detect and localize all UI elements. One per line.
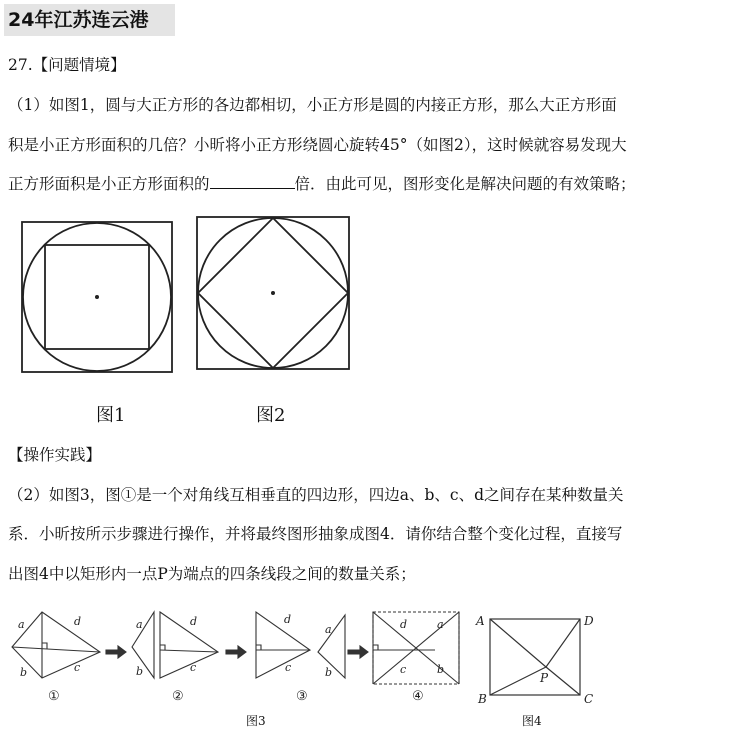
fig3-step3-label-d: d <box>284 613 292 626</box>
fig3-step1-label-a: a <box>18 618 25 631</box>
fig3-step4-label-d: d <box>400 618 408 631</box>
fig3-step1-label-d: d <box>74 615 82 628</box>
fig4-segment-PB <box>490 667 546 695</box>
fig3-step2-label-d: d <box>190 615 198 628</box>
fig3-step1-label-b: b <box>20 666 28 679</box>
fig4-label-A: A <box>476 614 485 628</box>
part1-line1: （1）如图1，圆与大正方形的各边都相切，小正方形是圆的内接正方形，那么大正方形面 <box>8 96 617 114</box>
part2-line1: （2）如图3，图①是一个对角线互相垂直的四边形，四边a、b、c、d之间存在某种数量关 <box>8 486 624 504</box>
fig4-label-C: C <box>584 692 594 706</box>
part1-line3-end: 倍．由此可见，图形变化是解决问题的有效策略； <box>294 175 636 193</box>
fig1-caption: 图1 <box>96 405 126 426</box>
part2-line2: 系．小昕按所示步骤进行操作，并将最终图形抽象成图4．请你结合整个变化过程，直接写 <box>8 525 623 543</box>
problem-number-tag: 27.【问题情境】 <box>8 56 126 74</box>
part2-line3: 出图4中以矩形内一点P为端点的四条线段之间的数量关系； <box>8 565 416 583</box>
fig3-step3-label-b: b <box>325 666 333 679</box>
fig3-step2-label-c: c <box>190 661 197 674</box>
fig3-step-label-1: ① <box>48 689 60 704</box>
fig3-step-label-3: ③ <box>296 689 308 704</box>
page-title: 24年江苏连云港 <box>4 4 175 36</box>
fig3-step-label-2: ② <box>172 689 184 704</box>
fig3-step4-label-a: a <box>437 618 444 631</box>
fig3-step3-label-c: c <box>285 661 292 674</box>
fig3-step4-label-b: b <box>437 663 445 676</box>
section2-tag: 【操作实践】 <box>8 446 102 464</box>
fig4-label-D: D <box>584 614 594 628</box>
fig3-step3-label-a: a <box>325 623 332 636</box>
fig3-step2-label-b: b <box>136 665 144 678</box>
fig4-segment-PA <box>490 619 546 667</box>
fig3-step4-label-c: c <box>400 663 407 676</box>
fig3-caption: 图3 <box>246 714 266 728</box>
fig4-label-P: P <box>540 671 549 685</box>
part1-line3-start: 正方形面积是小正方形面积的 <box>8 175 210 193</box>
fig2-caption: 图2 <box>256 405 286 426</box>
fig4-segment-PC <box>546 667 580 695</box>
fig4-label-B: B <box>478 692 487 706</box>
fig3-step-label-4: ④ <box>412 689 424 704</box>
fig4-segment-PD <box>546 619 580 667</box>
fig4-caption: 图4 <box>522 714 542 728</box>
fig3-step1-label-c: c <box>74 661 81 674</box>
fig3-step2-label-a: a <box>136 618 143 631</box>
part1-line2: 积是小正方形面积的几倍？小昕将小正方形绕圆心旋转45°（如图2），这时候就容易发现大 <box>8 136 627 154</box>
